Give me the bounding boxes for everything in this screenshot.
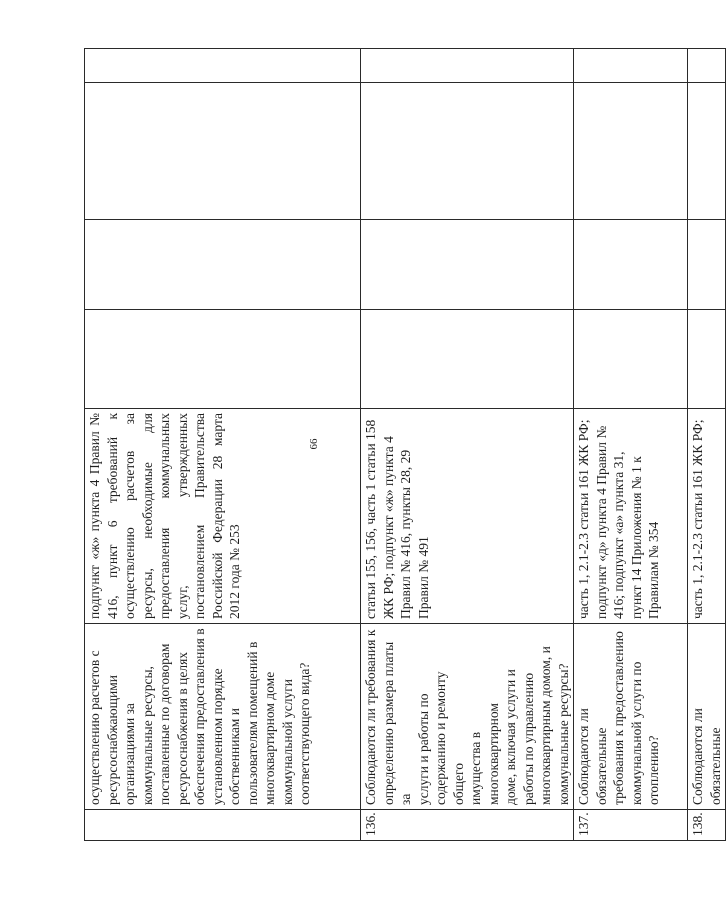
answer-cell [85, 49, 361, 83]
table-row [688, 49, 726, 841]
question-cell: Соблюдаются ли обязательные [688, 624, 726, 810]
rotated-table-container [84, 49, 723, 841]
table-row [85, 49, 361, 841]
page-number: 66 [308, 438, 320, 450]
answer-cell [688, 49, 726, 83]
legal-basis-cell: подпункт «ж» пункта 4 Правил № 416, пункт 6 требований к осуществлению расчетов за ресурсы, необходимые для предоставления коммунальных услуг, утвержденных постановлением Правительства Российской Федерации 28 марта 2012 года № 253 [85, 409, 361, 624]
answer-cell [574, 220, 688, 310]
answer-cell [574, 83, 688, 220]
answer-cell [361, 83, 574, 220]
answer-cell [574, 49, 688, 83]
answer-cell [574, 310, 688, 409]
table-row [361, 49, 574, 841]
answer-cell [688, 220, 726, 310]
question-cell: осуществлению расчетов с ресурсоснабжающими организациями за коммунальные ресурсы, поставленные по договорам ресурсоснабжения в целях обеспечения предоставления в установленном порядке собственникам и пользователям помещений в многоквартирном доме коммунальной услуги соответствующего вида? [85, 624, 361, 810]
legal-basis-cell: часть 1, 2.1-2.3 статьи 161 ЖК РФ; подпункт «д» пункта 4 Правил № 416; подпункт «а» пункта 31, пункт 14 Приложения № 1 к Правилам № 354 [574, 409, 688, 624]
question-cell: Соблюдаются ли обязательные требования к предоставлению коммунальной услуги по отоплению? [574, 624, 688, 810]
row-number: 137. [574, 810, 688, 841]
row-number: 138. [688, 810, 726, 841]
answer-cell [361, 220, 574, 310]
checklist-table [84, 48, 726, 841]
table-row [574, 49, 688, 841]
answer-cell [85, 220, 361, 310]
answer-cell [85, 310, 361, 409]
answer-cell [361, 310, 574, 409]
legal-basis-cell: статьи 155, 156, часть 1 статьи 158 ЖК РФ; подпункт «ж» пункта 4 Правил № 416, пункты 28, 29 Правил № 491 [361, 409, 574, 624]
legal-basis-cell: часть 1, 2.1-2.3 статьи 161 ЖК РФ; [688, 409, 726, 624]
answer-cell [688, 310, 726, 409]
row-number [85, 810, 361, 841]
question-cell: Соблюдаются ли требования к определению размера платы за услуги и работы по содержанию и ремонту общего имущества в многоквартирном доме, включая услуги и работы по управлению многоквартирным домом, и коммунальные ресурсы? [361, 624, 574, 810]
answer-cell [361, 49, 574, 83]
answer-cell [688, 83, 726, 220]
row-number: 136. [361, 810, 574, 841]
answer-cell [85, 83, 361, 220]
